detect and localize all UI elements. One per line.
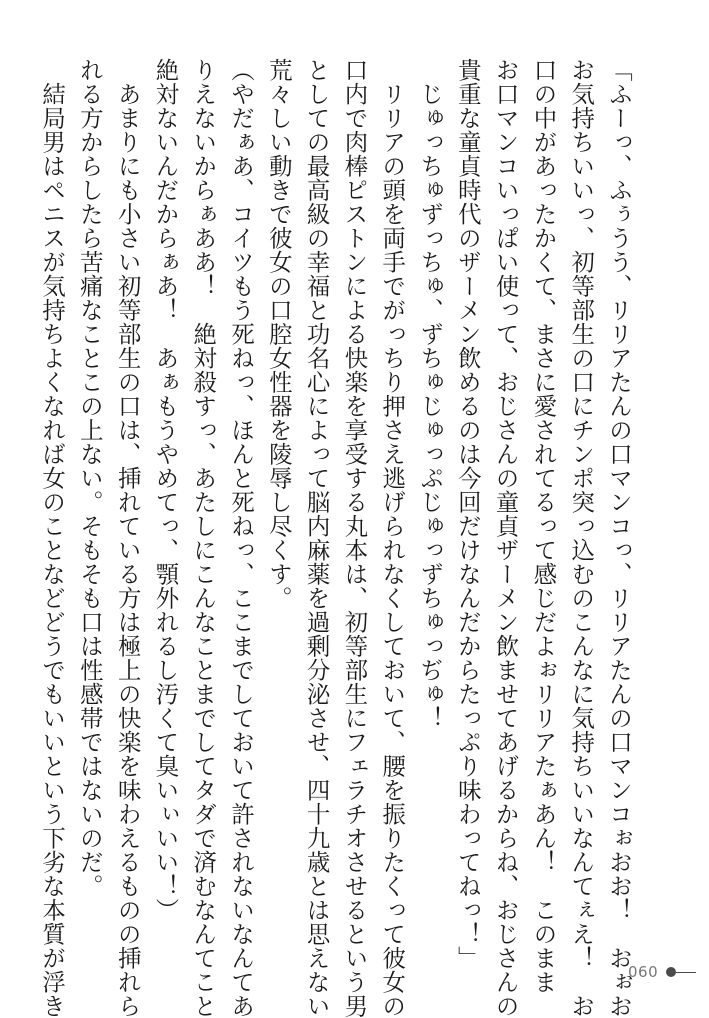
text-line: 荒々しい動きで彼女の口腔女性器を陵辱し尽くす。: [264, 58, 293, 610]
vertical-text-body: [38, 58, 637, 1018]
text-line: お口マンコいっぱい使って、おじさんの童貞ザーメン飲ませてあげるからね、おじさんの: [491, 58, 520, 1018]
page-marker-rule: [676, 972, 696, 973]
text-line: リリアの頭を両手でがっちり押さえ逃げられなくしておいて、腰を振りたくって彼女の: [378, 58, 407, 1018]
page-footer: [628, 962, 700, 982]
text-line: りえないからぁああ！ 絶対殺すっ、あたしにこんなことまでしてタダで済むなんてこと: [189, 58, 218, 1018]
text-line: 絶対ないんだからぁあ！ あぁもうやめてっ、顎外れるし汚くて臭いぃいい！）: [151, 58, 180, 922]
text-line: お気持ちいいっ、初等部生の口にチンポ突っ込むのこんなに気持ちいいなんてぇえ！ お: [567, 58, 596, 1018]
text-line: 貴重な童貞時代のザーメン飲めるのは今回だけなんだからたっぷり味わってねっ！」: [453, 58, 482, 970]
text-line: じゅっちゅずっちゅ、ずちゅじゅっぷじゅっずちゅっぢゅ！: [416, 58, 445, 730]
text-line: 口内で肉棒ピストンによる快楽を享受する丸本は、初等部生にフェラチオさせるという男: [340, 58, 369, 1018]
text-line: 結局男はペニスが気持ちよくなれば女のことなどどうでもいいという下劣な本質が浮き: [38, 58, 67, 1018]
text-line: （やだぁあ、コイツもう死ねっ、ほんと死ねっ、ここまでしておいて許されないなんてあ: [227, 58, 256, 1018]
text-line: 「ふーっ、ふぅうう、リリアたんの口マンコっ、リリアたんの口マンコぉおお！ おぉお: [605, 58, 633, 1018]
text-line: 口の中があったかくて、まさに愛されてるって感じだよぉリリアたぁあん！ このまま: [529, 58, 558, 994]
text-line: あまりにも小さい初等部生の口は、挿れている方は極上の快楽を味わえるものの挿れら: [113, 58, 142, 1018]
text-line: れる方からしたら苦痛なことこの上ない。そもそも口は性感帯ではないのだ。: [75, 58, 104, 898]
page-marker-dot-icon: [666, 967, 676, 977]
text-line: としての最高級の幸福と功名心によって脳内麻薬を過剰分泌させ、四十九歳とは思えない: [302, 58, 331, 1018]
page-number: 060: [628, 963, 659, 981]
